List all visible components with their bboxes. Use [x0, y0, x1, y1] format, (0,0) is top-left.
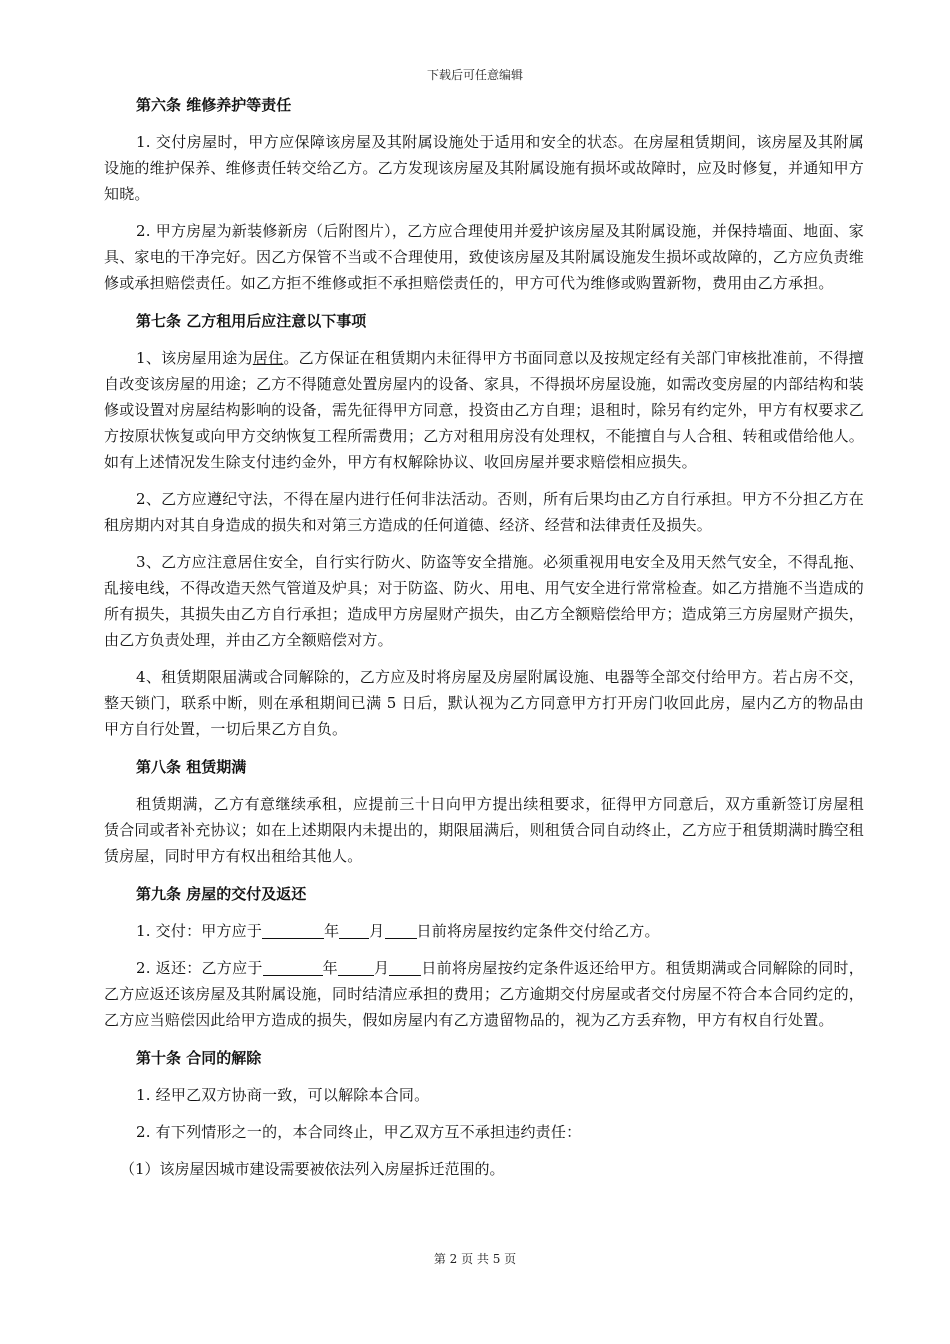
section-7-para-3: 3、乙方应注意居住安全，自行实行防火、防盗等安全措施。必须重视用电安全及用天然气安全，不得乱拖、乱接电线，不得改造天然气管道及炉具；对于防盗、防火、用电、用气安全进行常常检查。如乙方措施不当造成的所有损失，其损失由乙方自行承担；造成甲方房屋财产损失，由乙方全额赔偿给甲方；造成第三方房屋财产损失，由乙方负责处理，并由乙方全额赔偿对方。	[104, 553, 865, 649]
section-7-para-2: 2、乙方应遵纪守法，不得在屋内进行任何非法活动。否则，所有后果均由乙方自行承担。甲方不分担乙方在租房期内对其自身造成的损失和对第三方造成的任何道德、经济、经营和法律责任及损失。	[104, 490, 864, 534]
section-10-item-1: （1）该房屋因城市建设需要被依法列入房屋拆迁范围的。	[120, 1160, 505, 1178]
section-9-para-1	[104, 918, 864, 944]
section-6-para-1: 1. 交付房屋时，甲方应保障该房屋及其附属设施处于适用和安全的状态。在房屋租赁期间，该房屋及其附属设施的维护保养、维修责任转交给乙方。乙方发现该房屋及其附属设施有损坏或故障时，应及时修复，并通知甲方知晓。	[104, 133, 865, 203]
delivery-month-blank	[339, 923, 369, 939]
delivery-text-end: 日前将房屋按约定条件交付给乙方。	[416, 922, 660, 940]
delivery-text-start: 1. 交付：甲方应于	[136, 922, 263, 940]
return-month-blank	[338, 960, 374, 976]
section-9-title: 第九条 房屋的交付及返还	[136, 885, 307, 903]
section-8-para-1: 租赁期满，乙方有意继续承租，应提前三十日向甲方提出续租要求，征得甲方同意后，双方重新签订房屋租赁合同或者补充协议；如在上述期限内未提出的，期限届满后，则租赁合同自动终止，乙方应于租赁期满时腾空租赁房屋，同时甲方有权出租给其他人。	[104, 795, 865, 865]
delivery-year-label: 年	[324, 922, 340, 940]
page-header: 下载后可任意编辑	[426, 68, 523, 82]
section-7-para-1-start: 1、该房屋用途为	[136, 349, 253, 367]
section-10-title: 第十条 合同的解除	[136, 1049, 262, 1067]
section-10-para-2: 2. 有下列情形之一的，本合同终止，甲乙双方互不承担违约责任：	[136, 1123, 582, 1141]
delivery-day-blank	[385, 923, 417, 939]
section-9-para-2	[104, 955, 864, 1033]
section-8-title: 第八条 租赁期满	[136, 758, 247, 776]
delivery-month-label: 月	[369, 922, 385, 940]
return-year-label: 年	[322, 959, 338, 977]
return-day-blank	[389, 960, 421, 976]
section-7-para-4: 4、租赁期限届满或合同解除的，乙方应及时将房屋及房屋附属设施、电器等全部交付给甲方。若占房不交，整天锁门，联系中断，则在承租期间已满 5 日后，默认视为乙方同意甲方打开房门收回此房，屋内乙方的物品由甲方自行处置，一切后果乙方自负。	[104, 668, 864, 738]
usage-underlined: 居住	[252, 349, 284, 367]
section-10-para-1: 1. 经甲乙双方协商一致，可以解除本合同。	[136, 1086, 430, 1104]
return-text-start: 2. 返还：乙方应于	[136, 959, 263, 977]
delivery-year-blank	[262, 923, 324, 939]
section-7-para-1-rest: 。乙方保证在租赁期内未征得甲方书面同意以及按规定经有关部门审核批准前，不得擅自改变该房屋的用途；乙方不得随意处置房屋内的设备、家具，不得损坏房屋设施，如需改变房屋的内部结构和装修或设置对房屋结构影响的设备，需先征得甲方同意，投资由乙方自理；退租时，除另有约定外，甲方有权要求乙方按原状恢复或向甲方交纳恢复工程所需费用；乙方对租用房没有处理权，不能擅自与人合租、转租或借给他人。如有上述情况发生除支付违约金外，甲方有权解除协议、收回房屋并要求赔偿相应损失。	[104, 349, 865, 471]
section-6-para-2: 2. 甲方房屋为新装修新房（后附图片），乙方应合理使用并爱护该房屋及其附属设施，并保持墙面、地面、家具、家电的干净完好。因乙方保管不当或不合理使用，致使该房屋及其附属设施发生损坏或故障的，乙方应负责维修或承担赔偿责任。如乙方拒不维修或拒不承担赔偿责任的，甲方可代为维修或购置新物，费用由乙方承担。	[104, 222, 865, 292]
section-7-title: 第七条 乙方租用后应注意以下事项	[136, 312, 367, 330]
document-body	[104, 90, 864, 1182]
section-7-para-1	[104, 345, 864, 475]
return-month-label: 月	[373, 959, 390, 977]
page-footer: 第 2 页 共 5 页	[433, 1252, 517, 1266]
return-year-blank	[263, 960, 323, 976]
section-6-title: 第六条 维修养护等责任	[136, 96, 292, 114]
return-text-end: 日前将房屋按约定条件返还给甲方。租赁期满或合同解除的同时，乙方应返还该房屋及其附属设施，同时结清应承担的费用；乙方逾期交付房屋或者交付房屋不符合本合同约定的，乙方应当赔偿因此给甲方造成的损失，假如房屋内有乙方遗留物品的，视为乙方丢弃物，甲方有权自行处置。	[104, 959, 865, 1029]
